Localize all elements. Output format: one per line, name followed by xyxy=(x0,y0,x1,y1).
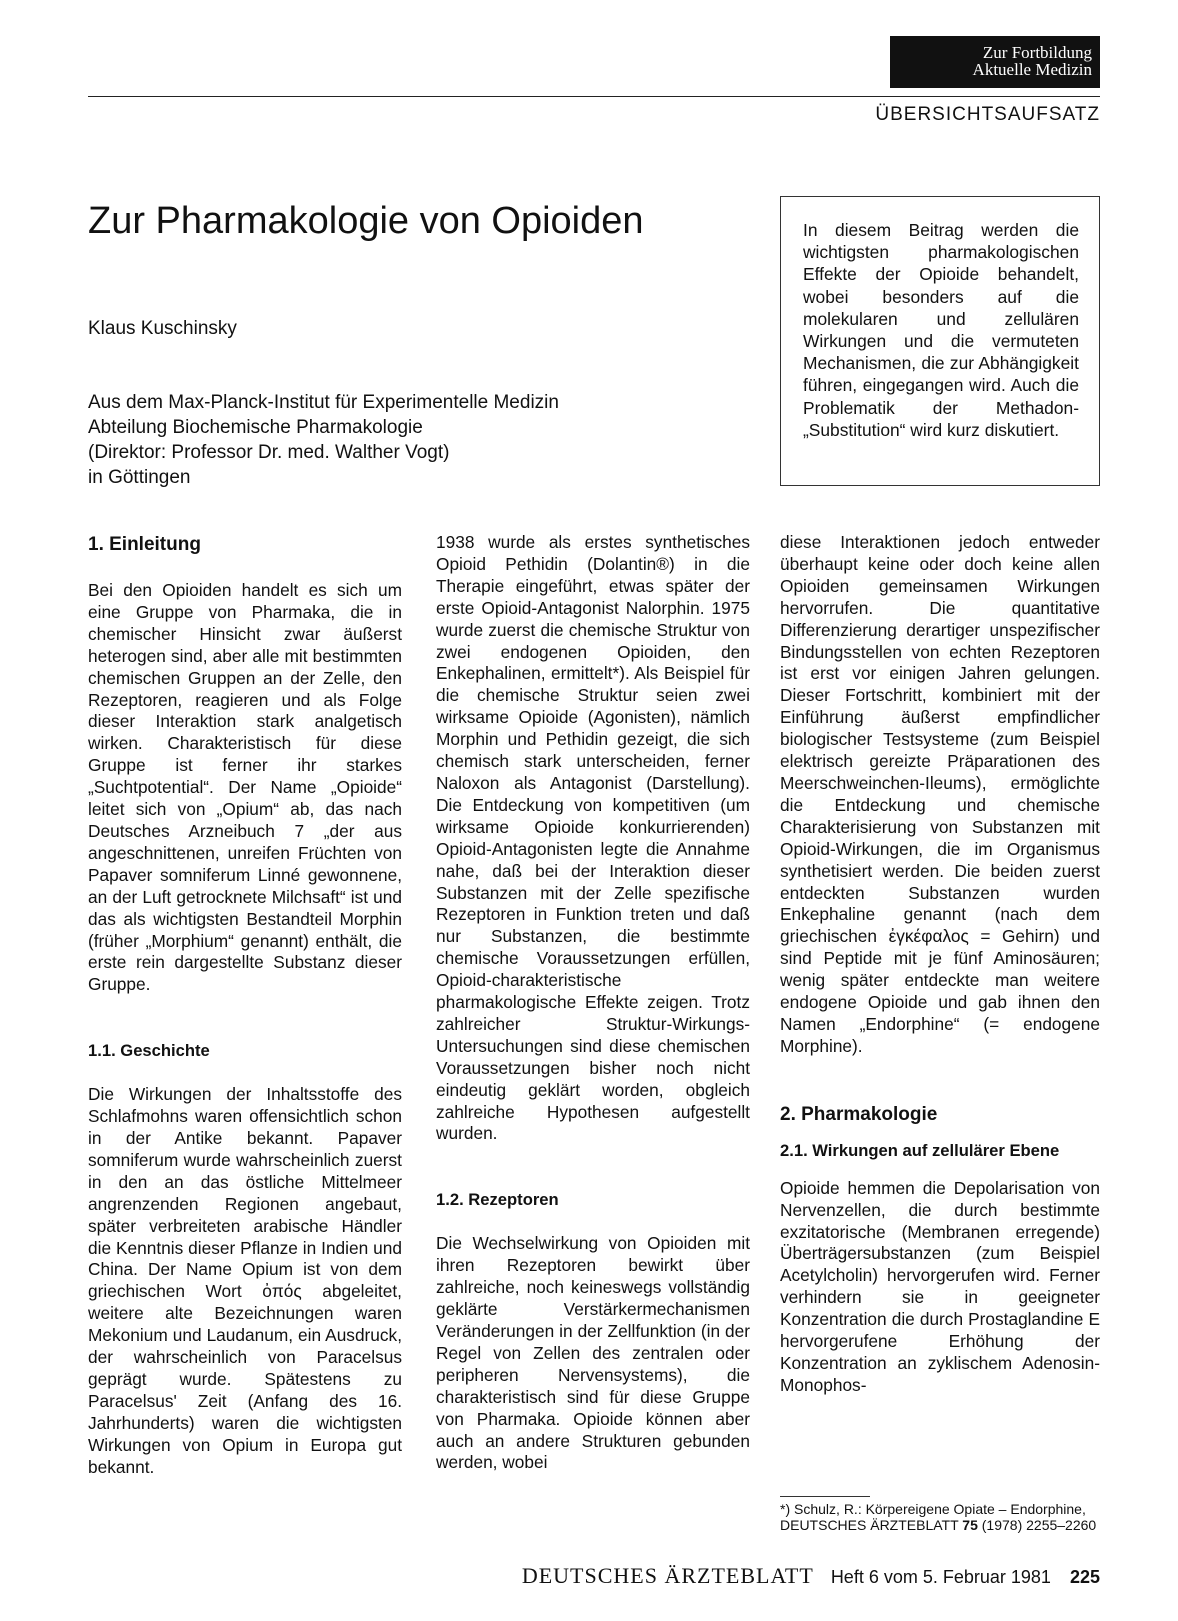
paragraph-rezeptoren: Die Wechselwirkung von Opioiden mit ihren Rezeptoren bewirkt über zahlreiche, noch keineswegs vollständig geklärte Verstärkermechanismen Veränderungen in der Zellfunktion (in der Regel von Zellen des zentralen oder peripheren Nervensystems), die charakteristisch sind für diese Gruppe von Pharmaka. Opioide können aber auch an andere Strukturen gebunden werden, wobei xyxy=(436,1233,750,1473)
affiliation-line: Abteilung Biochemische Pharmakologie xyxy=(88,417,423,438)
paragraph-geschichte-cont: 1938 wurde als erstes synthetisches Opioid Pethidin (Dolantin®) in die Therapie eingeführt, etwas später der erste Opioid-Antagonist Nalorphin. 1975 wurde zuerst die chemische Struktur von zwei endogenen Opioiden, den Enkephalinen, ermittelt*). Als Beispiel für die chemische Struktur seien zwei wirksame Opioide (Agonisten), nämlich Morphin und Pethidin gezeigt, die sich chemisch stark unterscheiden, ferner Naloxon als Antagonist (Darstellung). Die Entdeckung von kompetitiven (um wirksame Opioide konkurrierenden) Opioid-Antagonisten legte die Annahme nahe, daß bei der Interaktion dieser Substanzen mit der Zelle spezifische Rezeptoren in Funktion treten und daß nur Substanzen, die bestimmte chemische Voraussetzungen erfüllen, Opioid-charakteristische pharmakologische Effekte zeigen. Trotz zahlreicher Struktur-Wirkungs-Untersuchungen sind diese chemischen Voraussetzungen bisher noch nicht eindeutig geklärt worden, obgleich zahlreiche Hypothesen aufgestellt wurden. xyxy=(436,532,750,1144)
page-footer xyxy=(460,1563,1100,1589)
paragraph-rezeptoren-cont: diese Interaktionen jedoch entweder überhaupt keine oder doch keine allen Opioiden gemeinsamen Wirkungen hervorrufen. Die quantitative Differenzierung derartiger unspezifischer Bindungsstellen von echten Rezeptoren ist erst vor einigen Jahren gelungen. Dieser Fortschritt, kombiniert mit der Einführung äußerst empfindlicher biologischer Testsysteme (zum Beispiel elektrisch gereizte Präparationen des Meerschweinchen-Ileums), ermöglichte die Entdeckung und chemische Charakterisierung von Substanzen mit Opioid-Wirkungen, die im Organismus synthetisiert werden. Die beiden zuerst entdeckten Substanzen wurden Enkephaline genannt (nach dem griechischen ἐγκέφαλος = Gehirn) und sind Peptide mit je fünf Aminosäuren; wenig später entdeckte man weitere endogene Opioide und gab ihnen den Namen „Endorphine“ (= endogene Morphine). xyxy=(780,532,1100,1056)
heading-zellulaer: 2.1. Wirkungen auf zellulärer Ebene xyxy=(780,1140,1060,1160)
heading-geschichte: 1.1. Geschichte xyxy=(88,1041,210,1061)
header-rule xyxy=(88,96,1100,97)
journal-name: DEUTSCHES ÄRZTEBLATT xyxy=(521,1563,814,1588)
heading-einleitung: 1. Einleitung xyxy=(88,534,201,555)
footnote xyxy=(780,1502,1100,1533)
column-3 xyxy=(780,532,1100,1397)
footnote-marker: *) xyxy=(780,1501,791,1517)
section-label-box xyxy=(890,36,1100,88)
footnote-citation: (1978) 2255–2260 xyxy=(981,1516,1097,1533)
abstract-box xyxy=(780,196,1100,486)
issue-info: Heft 6 vom 5. Februar 1981 xyxy=(830,1567,1051,1587)
page-number: 225 xyxy=(1069,1567,1100,1587)
paragraph-geschichte: Die Wirkungen der Inhaltsstoffe des Schlafmohns waren offensichtlich schon in der Antike bekannt. Papaver somniferum wurde wahrscheinlich zuerst in den an das östliche Mittelmeer angrenzenden Regionen angebaut, später verbreiteten arabische Händler die Kenntnis dieser Pflanze in Indien und China. Der Name Opium ist von dem griechischen Wort ὀπός abgeleitet, weitere alte Bezeichnungen waren Mekonium und Laudanum, ein Ausdruck, der wahrscheinlich von Paracelsus geprägt wurde. Spätestens zu Paracelsus' Zeit (Anfang des 16. Jahrhunderts) waren die wichtigsten Wirkungen von Opium in Europa gut bekannt. xyxy=(88,1084,402,1477)
article-title: Zur Pharmakologie von Opioiden xyxy=(88,200,644,242)
heading-rezeptoren: 1.2. Rezeptoren xyxy=(436,1190,559,1210)
author: Klaus Kuschinsky xyxy=(88,318,237,339)
footnote-text: Schulz, R.: Körpereigene Opiate – Endorphine, DEUTSCHES ÄRZTEBLATT xyxy=(780,1501,1086,1533)
section-label-line1: Zur Fortbildung xyxy=(982,43,1092,62)
affiliation-line: Aus dem Max-Planck-Institut für Experimentelle Medizin xyxy=(88,392,559,413)
section-label-line2: Aktuelle Medizin xyxy=(972,60,1092,79)
affiliation-line: in Göttingen xyxy=(88,467,191,488)
column-1 xyxy=(88,532,402,1479)
footnote-volume: 75 xyxy=(962,1516,978,1533)
paragraph-zellulaer: Opioide hemmen die Depolarisation von Nervenzellen, die durch bestimmte exzitatorische (Membranen erregende) Überträgersubstanzen (zum Beispiel Acetylcholin) hervorgerufen wird. Ferner verhindern sie in geeigneter Konzentration die durch Prostaglandine E hervorgerufene Erhöhung der Konzentration an zyklischem Adenosin-Monophos- xyxy=(780,1177,1100,1395)
affiliation xyxy=(88,390,559,490)
footnote-rule xyxy=(780,1496,870,1497)
heading-pharmakologie: 2. Pharmakologie xyxy=(780,1103,938,1125)
article-type: ÜBERSICHTSAUFSATZ xyxy=(875,104,1100,125)
abstract-text: In diesem Beitrag werden die wichtigsten pharmakologischen Effekte der Opioide behandelt, wobei besonders auf die molekularen und zellulären Wirkungen und die vermuteten Mechanismen, die zur Abhängigkeit führen, eingegangen wird. Auch die Problematik der Methadon-„Substitution“ wird kurz diskutiert. xyxy=(803,220,1079,440)
affiliation-line: (Direktor: Professor Dr. med. Walther Vogt) xyxy=(88,442,450,463)
paragraph-einleitung: Bei den Opioiden handelt es sich um eine Gruppe von Pharmaka, die in chemischer Hinsicht zwar äußerst heterogen sind, aber alle mit bestimmten chemischen Gruppen an der Zelle, den Rezeptoren, reagieren und als Folge dieser Interaktion stark analgetisch wirken. Charakteristisch für diese Gruppe ist ferner ihr starkes „Suchtpotential“. Der Name „Opioide“ leitet sich von „Opium“ ab, das nach Deutsches Arzneibuch 7 „der aus angeschnittenen, unreifen Früchten von Papaver somniferum Linné gewonnene, an der Luft getrocknete Milchsaft“ ist und das als wichtigsten Bestandteil Morphin (früher „Morphium“ genannt) enthält, die erste rein dargestellte Substanz dieser Gruppe. xyxy=(88,580,402,995)
column-2 xyxy=(436,532,750,1474)
